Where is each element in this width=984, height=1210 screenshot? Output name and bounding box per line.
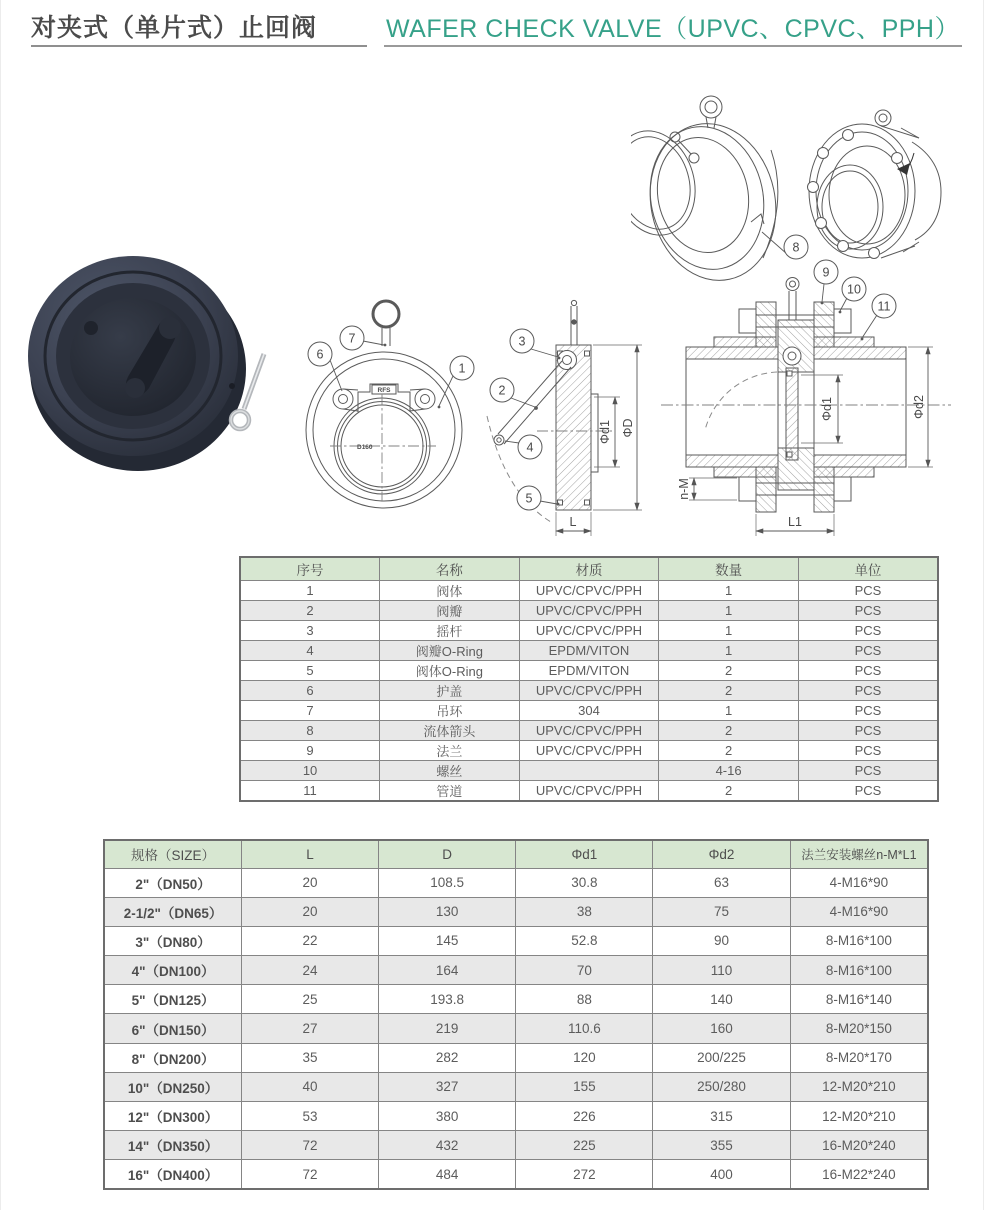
cell-material: EPDM/VITON	[519, 660, 659, 680]
cell-D: 164	[378, 956, 516, 985]
parts-table-row	[240, 760, 938, 780]
cell-D: 130	[378, 897, 516, 926]
cell-size: 14"（DN350）	[104, 1131, 242, 1160]
cell-bolts: 8-M20*170	[790, 1043, 928, 1072]
cell-d2: 355	[653, 1131, 791, 1160]
cell-L: 72	[242, 1131, 379, 1160]
cell-unit: PCS	[798, 640, 938, 660]
cell-qty: 2	[659, 680, 799, 700]
cell-name: 法兰	[380, 740, 520, 760]
cell-size: 5"（DN125）	[104, 985, 242, 1014]
cell-d2: 400	[653, 1160, 791, 1189]
callout-11: 11	[877, 299, 891, 314]
cell-name: 阀体O-Ring	[380, 660, 520, 680]
cell-unit: PCS	[798, 620, 938, 640]
parts-table-row	[240, 740, 938, 760]
dim-label-d1: Φd1	[598, 420, 612, 444]
cell-unit: PCS	[798, 680, 938, 700]
cell-d2: 110	[653, 956, 791, 985]
cell-size: 8"（DN200）	[104, 1043, 242, 1072]
size-table-row	[104, 1102, 928, 1131]
cell-size: 16"（DN400）	[104, 1160, 242, 1189]
cell-material: EPDM/VITON	[519, 640, 659, 660]
cell-qty: 1	[659, 620, 799, 640]
cell-d1: 272	[516, 1160, 653, 1189]
cell-d2: 90	[653, 926, 791, 955]
cell-index: 1	[240, 580, 380, 600]
cell-L: 20	[242, 897, 379, 926]
col-header-d2: Φd2	[653, 840, 791, 868]
cell-qty: 1	[659, 640, 799, 660]
parts-table-row	[240, 720, 938, 740]
cell-index: 3	[240, 620, 380, 640]
cell-d2: 315	[653, 1102, 791, 1131]
cell-unit: PCS	[798, 760, 938, 780]
cell-name: 阀瓣O-Ring	[380, 640, 520, 660]
size-table	[103, 839, 929, 1190]
col-header-name: 名称	[380, 557, 520, 580]
section-installed	[661, 232, 951, 536]
cell-bolts: 8-M20*150	[790, 1014, 928, 1043]
iso-flanged-assembly	[808, 110, 942, 259]
cell-size: 4"（DN100）	[104, 956, 242, 985]
col-header-bolts: 法兰安装螺丝n-M*L1	[790, 840, 928, 868]
parts-table-header-row	[240, 557, 938, 580]
callout-2: 2	[498, 383, 506, 398]
size-table-row	[104, 926, 928, 955]
cell-bolts: 12-M20*210	[790, 1072, 928, 1101]
col-header-unit: 单位	[798, 557, 938, 580]
col-header-qty: 数量	[659, 557, 799, 580]
cell-size: 2-1/2"（DN65）	[104, 897, 242, 926]
cell-name: 吊环	[380, 700, 520, 720]
dim-label-d2: Φd2	[912, 395, 926, 419]
cell-d1: 155	[516, 1072, 653, 1101]
cell-name: 流体箭头	[380, 720, 520, 740]
brand-label: RFS	[377, 387, 391, 394]
cell-D: 432	[378, 1131, 516, 1160]
dim-label-D: ΦD	[621, 418, 635, 438]
cell-D: 380	[378, 1102, 516, 1131]
callout-5: 5	[525, 491, 533, 506]
cell-d1: 226	[516, 1102, 653, 1131]
cell-qty: 2	[659, 660, 799, 680]
assembly-view-drawing	[631, 80, 984, 562]
size-table-row	[104, 1072, 928, 1101]
cell-d2: 160	[653, 1014, 791, 1043]
page-title-cn: 对夹式（单片式）止回阀	[31, 14, 318, 42]
cell-d2: 250/280	[653, 1072, 791, 1101]
cell-index: 6	[240, 680, 380, 700]
cell-index: 7	[240, 700, 380, 720]
cell-unit: PCS	[798, 740, 938, 760]
size-table-row	[104, 868, 928, 897]
size-table-row	[104, 985, 928, 1014]
cell-d2: 140	[653, 985, 791, 1014]
size-table-header-row	[104, 840, 928, 868]
callout-3: 3	[518, 334, 526, 349]
cell-D: 327	[378, 1072, 516, 1101]
parts-table	[239, 556, 939, 802]
parts-table-row	[240, 600, 938, 620]
callout-4: 4	[526, 440, 534, 455]
dim-label-L1: L1	[788, 515, 802, 529]
cell-L: 40	[242, 1072, 379, 1101]
cell-qty: 2	[659, 740, 799, 760]
cell-D: 108.5	[378, 868, 516, 897]
parts-table-row	[240, 700, 938, 720]
parts-table-row	[240, 580, 938, 600]
cell-size: 3"（DN80）	[104, 926, 242, 955]
title-en-rule	[384, 45, 962, 47]
cell-qty: 1	[659, 580, 799, 600]
dim-label-d1-install: Φd1	[820, 397, 834, 421]
cell-D: 282	[378, 1043, 516, 1072]
cell-D: 484	[378, 1160, 516, 1189]
cell-qty: 2	[659, 780, 799, 801]
cell-unit: PCS	[798, 580, 938, 600]
cell-d1: 52.8	[516, 926, 653, 955]
cell-bolts: 4-M16*90	[790, 897, 928, 926]
cell-size: 2"（DN50）	[104, 868, 242, 897]
cell-bolts: 12-M20*210	[790, 1102, 928, 1131]
dim-label-nM: n-M	[677, 478, 691, 500]
cell-d1: 225	[516, 1131, 653, 1160]
size-table-row	[104, 897, 928, 926]
size-table-row	[104, 1014, 928, 1043]
cell-material	[519, 760, 659, 780]
cell-bolts: 8-M16*100	[790, 956, 928, 985]
parts-table-row	[240, 660, 938, 680]
cell-bolts: 16-M20*240	[790, 1131, 928, 1160]
cell-d1: 120	[516, 1043, 653, 1072]
cell-unit: PCS	[798, 780, 938, 801]
parts-table-row	[240, 620, 938, 640]
cell-L: 22	[242, 926, 379, 955]
product-photo	[19, 246, 309, 481]
cell-index: 4	[240, 640, 380, 660]
cell-index: 5	[240, 660, 380, 680]
cell-index: 2	[240, 600, 380, 620]
cell-name: 螺丝	[380, 760, 520, 780]
col-header-d1: Φd1	[516, 840, 653, 868]
cell-L: 72	[242, 1160, 379, 1189]
cell-material: UPVC/CPVC/PPH	[519, 720, 659, 740]
size-table-row	[104, 1131, 928, 1160]
cell-d2: 75	[653, 897, 791, 926]
bore-label: D160	[357, 444, 373, 451]
iso-valve-open	[631, 96, 790, 292]
cell-d1: 70	[516, 956, 653, 985]
cell-d1: 38	[516, 897, 653, 926]
col-header-size: 规格（SIZE）	[104, 840, 242, 868]
cell-size: 6"（DN150）	[104, 1014, 242, 1043]
cell-material: UPVC/CPVC/PPH	[519, 780, 659, 801]
cell-material: UPVC/CPVC/PPH	[519, 620, 659, 640]
callout-1: 1	[458, 361, 466, 376]
cell-material: UPVC/CPVC/PPH	[519, 600, 659, 620]
cell-d1: 88	[516, 985, 653, 1014]
callout-7: 7	[348, 331, 356, 346]
cell-d1: 30.8	[516, 868, 653, 897]
cell-qty: 4-16	[659, 760, 799, 780]
cell-L: 25	[242, 985, 379, 1014]
cell-d1: 110.6	[516, 1014, 653, 1043]
parts-table-row	[240, 780, 938, 801]
cell-material: UPVC/CPVC/PPH	[519, 740, 659, 760]
cell-unit: PCS	[798, 720, 938, 740]
size-table-row	[104, 1160, 928, 1189]
cell-material: 304	[519, 700, 659, 720]
col-header-material: 材质	[519, 557, 659, 580]
cell-d2: 200/225	[653, 1043, 791, 1072]
cell-name: 管道	[380, 780, 520, 801]
cell-name: 阀瓣	[380, 600, 520, 620]
cell-size: 12"（DN300）	[104, 1102, 242, 1131]
cell-name: 摇杆	[380, 620, 520, 640]
col-header-index: 序号	[240, 557, 380, 580]
cell-L: 53	[242, 1102, 379, 1131]
cell-bolts: 4-M16*90	[790, 868, 928, 897]
cell-bolts: 8-M16*100	[790, 926, 928, 955]
cell-index: 8	[240, 720, 380, 740]
cell-bolts: 8-M16*140	[790, 985, 928, 1014]
callout-10: 10	[847, 282, 861, 297]
cell-qty: 1	[659, 600, 799, 620]
cell-qty: 2	[659, 720, 799, 740]
cell-index: 9	[240, 740, 380, 760]
callout-8: 8	[792, 240, 800, 255]
cell-L: 20	[242, 868, 379, 897]
parts-table-row	[240, 640, 938, 660]
cell-d2: 63	[653, 868, 791, 897]
size-table-row	[104, 956, 928, 985]
cell-material: UPVC/CPVC/PPH	[519, 680, 659, 700]
title-cn-rule	[31, 45, 367, 47]
cell-D: 145	[378, 926, 516, 955]
cell-D: 193.8	[378, 985, 516, 1014]
cell-L: 35	[242, 1043, 379, 1072]
parts-table-row	[240, 680, 938, 700]
front-view-callouts	[308, 326, 474, 408]
col-header-D: D	[378, 840, 516, 868]
cell-D: 219	[378, 1014, 516, 1043]
cell-material: UPVC/CPVC/PPH	[519, 580, 659, 600]
col-header-L: L	[242, 840, 379, 868]
cell-unit: PCS	[798, 600, 938, 620]
cell-unit: PCS	[798, 660, 938, 680]
cell-size: 10"（DN250）	[104, 1072, 242, 1101]
page-title-en: WAFER CHECK VALVE（UPVC、CPVC、PPH）	[386, 15, 960, 43]
cell-index: 10	[240, 760, 380, 780]
cell-qty: 1	[659, 700, 799, 720]
cell-index: 11	[240, 780, 380, 801]
size-table-row	[104, 1043, 928, 1072]
cell-L: 27	[242, 1014, 379, 1043]
dim-label-L: L	[569, 515, 577, 529]
cell-L: 24	[242, 956, 379, 985]
callout-6: 6	[316, 347, 324, 362]
cell-name: 阀体	[380, 580, 520, 600]
callout-9: 9	[822, 265, 830, 280]
cell-name: 护盖	[380, 680, 520, 700]
cell-bolts: 16-M22*240	[790, 1160, 928, 1189]
cell-unit: PCS	[798, 700, 938, 720]
